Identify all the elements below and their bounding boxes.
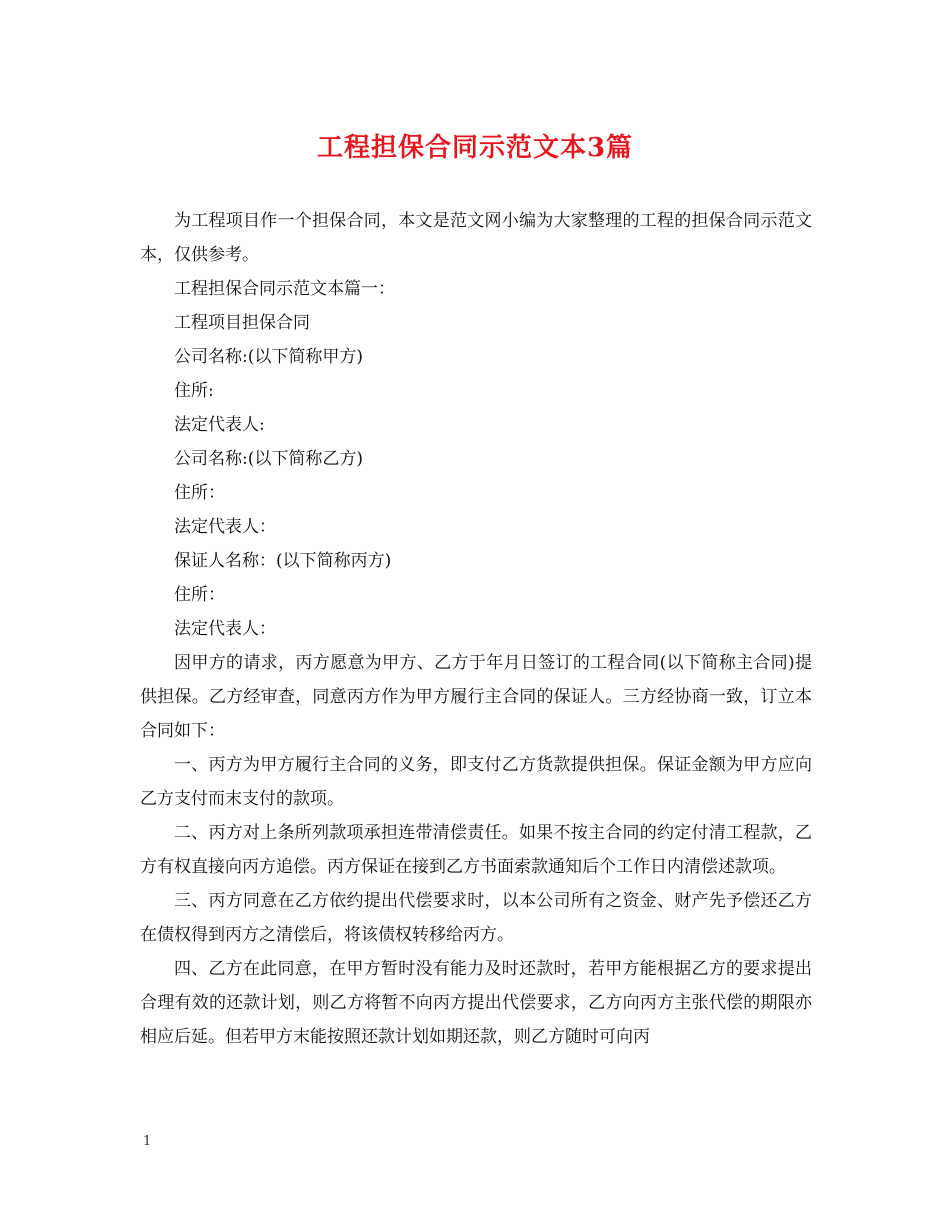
guarantor-name: 保证人名称：(以下简称丙方) (174, 551, 392, 571)
party-b-address: 住所： (174, 483, 225, 503)
guarantor-address: 住所： (174, 585, 225, 605)
clause-1: 一、丙方为甲方履行主合同的义务，即支付乙方货款提供担保。保证金额为甲方应向乙方支付而末支付的款项。 (140, 755, 812, 809)
preamble-paragraph: 因甲方的请求，丙方愿意为甲方、乙方于年月日签订的工程合同(以下简称主合同)提供担保。乙方经审查，同意丙方作为甲方履行主合同的保证人。三方经协商一致，订立本合同如下： (140, 653, 812, 741)
party-a-representative: 法定代表人: (174, 415, 265, 435)
intro-paragraph: 为工程项目作一个担保合同，本文是范文网小编为大家整理的工程的担保合同示范文本，仅供参考。 (140, 211, 812, 265)
party-b-representative: 法定代表人： (174, 517, 276, 537)
contract-title: 工程项目担保合同 (174, 313, 310, 333)
clause-2: 二、丙方对上条所列款项承担连带清偿责任。如果不按主合同的约定付清工程款，乙方有权直接向丙方追偿。丙方保证在接到乙方书面索款通知后个工作日内清偿述款项。 (140, 823, 812, 877)
section-heading: 工程担保合同示范文本篇一： (174, 279, 395, 299)
document-title: 工程担保合同示范文本3篇 (316, 133, 634, 163)
clause-4: 四、乙方在此同意，在甲方暂时没有能力及时还款时，若甲方能根据乙方的要求提出合理有效的还款计划，则乙方将暂不向丙方提出代偿要求，乙方向丙方主张代偿的期限亦相应后延。但若甲方末能按照还款计划如期还款，则乙方随时可向丙 (140, 959, 812, 1047)
document-body (140, 204, 812, 1054)
page-number: 1 (143, 1134, 152, 1149)
party-a-address: 住所: (174, 381, 214, 401)
party-a-name: 公司名称:(以下简称甲方) (174, 347, 363, 367)
party-b-name: 公司名称:(以下简称乙方) (174, 449, 363, 469)
guarantor-representative: 法定代表人： (174, 619, 276, 639)
clause-3: 三、丙方同意在乙方依约提出代偿要求时，以本公司所有之资金、财产先予偿还乙方在债权得到丙方之清偿后，将该债权转移给丙方。 (140, 891, 812, 945)
